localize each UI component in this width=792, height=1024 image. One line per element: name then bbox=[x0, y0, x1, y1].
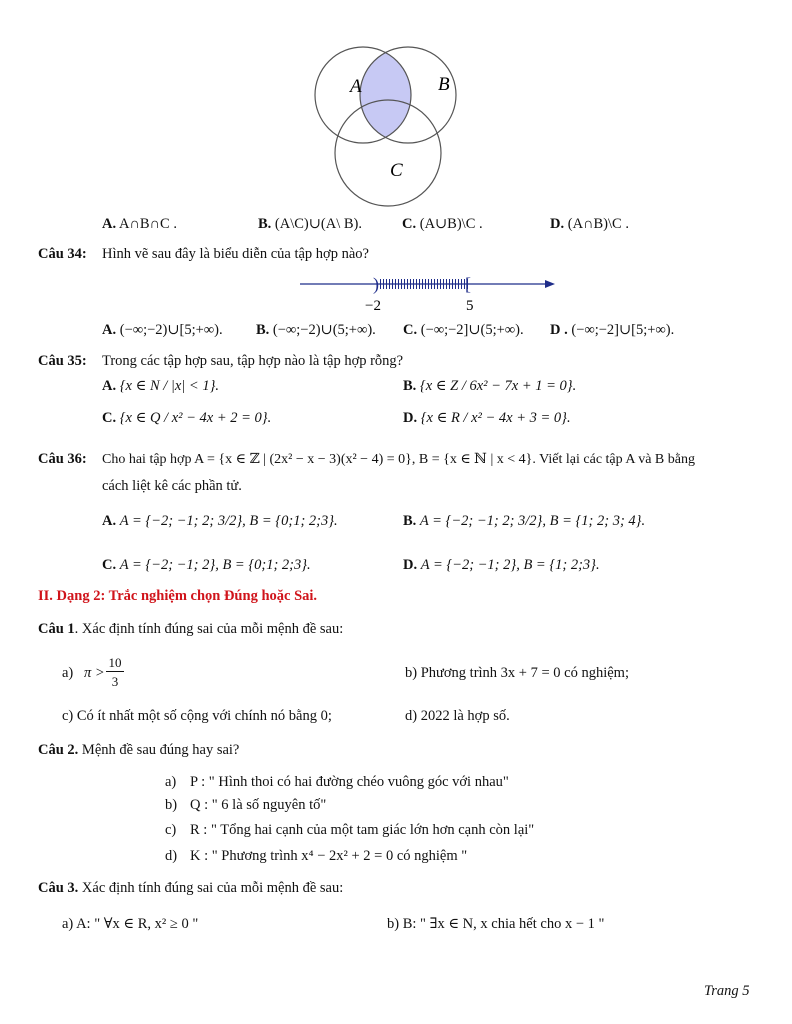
q36-label: Câu 36: bbox=[38, 451, 87, 467]
q33-option-d[interactable]: D. (A∩B)\C . bbox=[550, 216, 629, 232]
section-2-title: II. Dạng 2: Trắc nghiệm chọn Đúng hoặc Sai. bbox=[38, 588, 318, 604]
venn-diagram bbox=[300, 30, 460, 210]
q34-text: Hình vẽ sau đây là biểu diễn của tập hợp nào? bbox=[102, 246, 369, 262]
c2-item-b-letter: b) bbox=[165, 797, 178, 813]
c1-item-c[interactable]: c) Có ít nhất một số cộng với chính nó bằng 0; bbox=[62, 708, 332, 724]
c1-fraction-denominator: 3 bbox=[111, 674, 119, 689]
arrow-right-icon bbox=[545, 280, 555, 288]
c2-item-d[interactable] bbox=[0, 848, 792, 872]
c3-text: Xác định tính đúng sai của mỗi mệnh đề sau: bbox=[78, 880, 344, 896]
q36-option-c[interactable]: C. A = {−2; −1; 2}, B = {0;1; 2;3}. bbox=[102, 557, 311, 573]
c2-item-c-letter: c) bbox=[165, 822, 177, 838]
venn-label-b: B bbox=[438, 74, 450, 95]
c2-item-c-text: R : " Tổng hai cạnh của một tam giác lớn hơn cạnh còn lại" bbox=[190, 822, 535, 838]
c2-item-b-text: Q : " 6 là số nguyên tố" bbox=[190, 797, 327, 813]
q36-options-row1 bbox=[0, 513, 792, 537]
c2-label: Câu 2. bbox=[38, 742, 79, 758]
q33-option-c[interactable]: C. (A∪B)\C . bbox=[402, 216, 483, 232]
q35-option-a[interactable]: A. {x ∈ N / |x| < 1}. bbox=[102, 378, 220, 394]
q35-options-row2 bbox=[0, 410, 792, 434]
venn-label-c: C bbox=[390, 160, 403, 181]
c2-prompt bbox=[38, 742, 239, 759]
c2-item-a[interactable] bbox=[0, 774, 792, 798]
c1-fraction-bar bbox=[106, 671, 124, 672]
q33-option-b[interactable]: B. (A\C)∪(A\ B). bbox=[258, 216, 362, 232]
q33-option-a[interactable]: A. A∩B∩C . bbox=[102, 216, 177, 232]
q34-options bbox=[0, 322, 792, 346]
c3-item-a[interactable]: a) A: " ∀x ∈ R, x² ≥ 0 " bbox=[62, 916, 199, 932]
c2-item-d-letter: d) bbox=[165, 848, 178, 864]
c2-question bbox=[0, 742, 792, 766]
c1-item-a-letter: a) bbox=[62, 665, 74, 681]
q34-option-d[interactable]: D . (−∞;−2]∪[5;+∞). bbox=[550, 322, 675, 338]
c1-label: Câu 1 bbox=[38, 621, 75, 637]
q36-option-b[interactable]: B. A = {−2; −1; 2; 3/2}, B = {1; 2; 3; 4}. bbox=[403, 513, 646, 529]
c2-item-c[interactable] bbox=[0, 822, 792, 846]
q35-option-d[interactable]: D. {x ∈ R / x² − 4x + 3 = 0}. bbox=[403, 410, 571, 426]
c2-text: Mệnh đề sau đúng hay sai? bbox=[78, 742, 240, 758]
q36-question-cont bbox=[0, 478, 792, 502]
q35-question bbox=[0, 353, 792, 377]
number-line-tick-right: 5 bbox=[466, 298, 474, 314]
q34-question bbox=[0, 246, 792, 270]
number-line bbox=[295, 270, 560, 316]
c3-label: Câu 3. bbox=[38, 880, 79, 896]
c3-item-b[interactable]: b) B: " ∃x ∈ N, x chia hết cho x − 1 " bbox=[387, 916, 605, 932]
q34-option-a[interactable]: A. (−∞;−2)∪[5;+∞). bbox=[102, 322, 223, 338]
venn-label-a: A bbox=[350, 76, 362, 97]
q36-question bbox=[0, 451, 792, 475]
c1-fraction-numerator: 10 bbox=[108, 655, 122, 670]
q35-text: Trong các tập hợp sau, tập hợp nào là tập hợp rỗng? bbox=[102, 353, 404, 369]
q36-options-row2 bbox=[0, 557, 792, 581]
q36-option-d[interactable]: D. A = {−2; −1; 2}, B = {1; 2;3}. bbox=[403, 557, 600, 573]
q35-label: Câu 35: bbox=[38, 353, 87, 369]
q35-options-row1 bbox=[0, 378, 792, 402]
number-line-right-bracket: [ bbox=[465, 274, 471, 294]
number-line-tick-left: −2 bbox=[365, 298, 381, 314]
number-line-left-bracket: ) bbox=[373, 274, 379, 294]
c2-item-d-text: K : " Phương trình x⁴ − 2x² + 2 = 0 có nghiệm " bbox=[190, 848, 468, 864]
c1-text: . Xác định tính đúng sai của mỗi mệnh đề sau: bbox=[74, 621, 344, 637]
c1-item-b[interactable]: b) Phương trình 3x + 7 = 0 có nghiệm; bbox=[405, 665, 629, 681]
c3-question bbox=[0, 880, 792, 904]
q35-option-c[interactable]: C. {x ∈ Q / x² − 4x + 2 = 0}. bbox=[102, 410, 272, 426]
c2-item-a-text: P : " Hình thoi có hai đường chéo vuông góc với nhau" bbox=[190, 774, 509, 790]
q36-option-a[interactable]: A. A = {−2; −1; 2; 3/2}, B = {0;1; 2;3}. bbox=[102, 513, 338, 529]
page-number: Trang 5 bbox=[704, 983, 750, 999]
c3-prompt bbox=[38, 880, 343, 897]
q35-option-b[interactable]: B. {x ∈ Z / 6x² − 7x + 1 = 0}. bbox=[403, 378, 577, 394]
q34-option-c[interactable]: C. (−∞;−2]∪(5;+∞). bbox=[403, 322, 524, 338]
q34-option-b[interactable]: B. (−∞;−2)∪(5;+∞). bbox=[256, 322, 376, 338]
c2-item-b[interactable] bbox=[0, 797, 792, 821]
c2-item-a-letter: a) bbox=[165, 774, 177, 790]
c1-item-d[interactable]: d) 2022 là hợp số. bbox=[405, 708, 510, 724]
q36-text-line1: Cho hai tập hợp A = {x ∈ ℤ | (2x² − x − 3)(x² − 4) = 0}, B = {x ∈ ℕ | x < 4}. Viết lại các tập A và B bằng bbox=[102, 452, 695, 467]
c1-question bbox=[0, 621, 792, 645]
q34-label: Câu 34: bbox=[38, 246, 87, 262]
section-2-heading-row bbox=[0, 588, 792, 612]
q33-options bbox=[0, 216, 792, 240]
c1-item-a-math: π > bbox=[84, 665, 105, 681]
c1-prompt bbox=[38, 621, 343, 638]
q36-text-line2: cách liệt kê các phần tử. bbox=[102, 478, 242, 494]
